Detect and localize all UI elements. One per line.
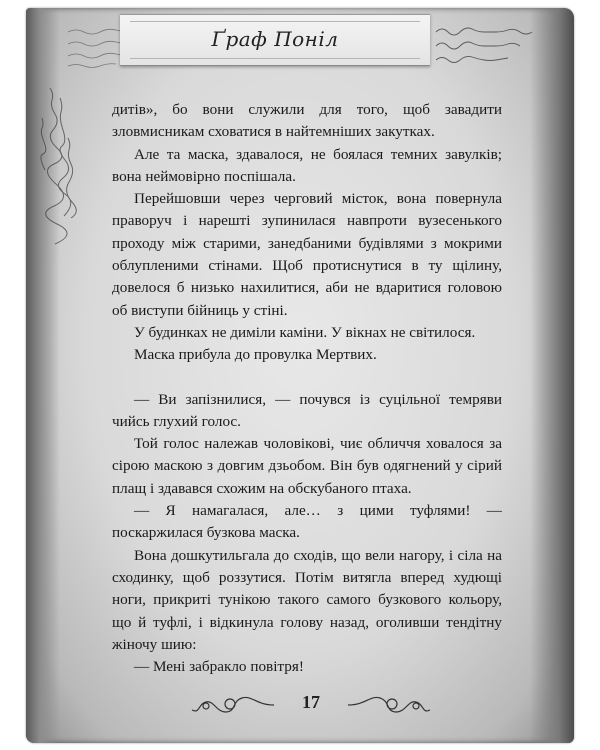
paragraph: Але та маска, здавалося, не боялася темних завулків; вона неймовірно поспішала. [112, 145, 502, 185]
book-title: Ґраф Поніл [211, 27, 339, 51]
footer-ornament [186, 686, 436, 726]
chapter-header-banner [120, 14, 430, 66]
paragraph: Вона дошкутильгала до сходів, що вели нагору, і сіла на сходинку, щоб роззутися. Потім витягла вперед худющі ноги, прикриті тунікою такого самого бузкового кольору, що й туфлі, і відкинула голову назад, оголивши тендітну жіночу шию: [112, 546, 502, 653]
paragraph: Той голос належав чоловікові, чиє обличчя ховалося за сірою маскою з довгим дзьобом. Він був одягнений у сірий плащ і здавався схожим на обскубаного птаха. [112, 435, 502, 497]
paragraph: дитів», бо вони служили для того, щоб завадити зловмисникам сховатися в найтемніших закутках. [112, 101, 502, 141]
paragraph: У будинках не диміли каміни. У вікнах не світилося. [134, 323, 476, 341]
paragraph: Маска прибула до провулка Мертвих. [134, 346, 377, 364]
section-break [112, 367, 502, 389]
paragraph: Перейшовши через черговий місток, вона повернула праворуч і нарешті зупинилася навпроти вузесенького проходу між старими, занедбаними будівлями з мокрими облупленими стінами. Щоб протиснутися в ту щілину, довелося б низько нахилитися, аби не вдаритися головою об виступи бійниць у стіні. [112, 190, 502, 319]
handwriting-decoration [30, 78, 78, 298]
paragraph: — Я намагалася, але… з цими туфлями! — поскаржилася бузкова маска. [112, 502, 502, 542]
flourish-right-icon [346, 690, 436, 720]
page-text [112, 99, 502, 678]
paragraph: — Ви запізнилися, — почувся із суцільної темряви чийсь глухий голос. [112, 390, 502, 430]
page-edge-right [530, 8, 574, 743]
header-handwriting-right [432, 22, 542, 68]
paragraph: — Мені забракло повітря! [134, 658, 304, 676]
page-number: 17 [302, 692, 320, 712]
